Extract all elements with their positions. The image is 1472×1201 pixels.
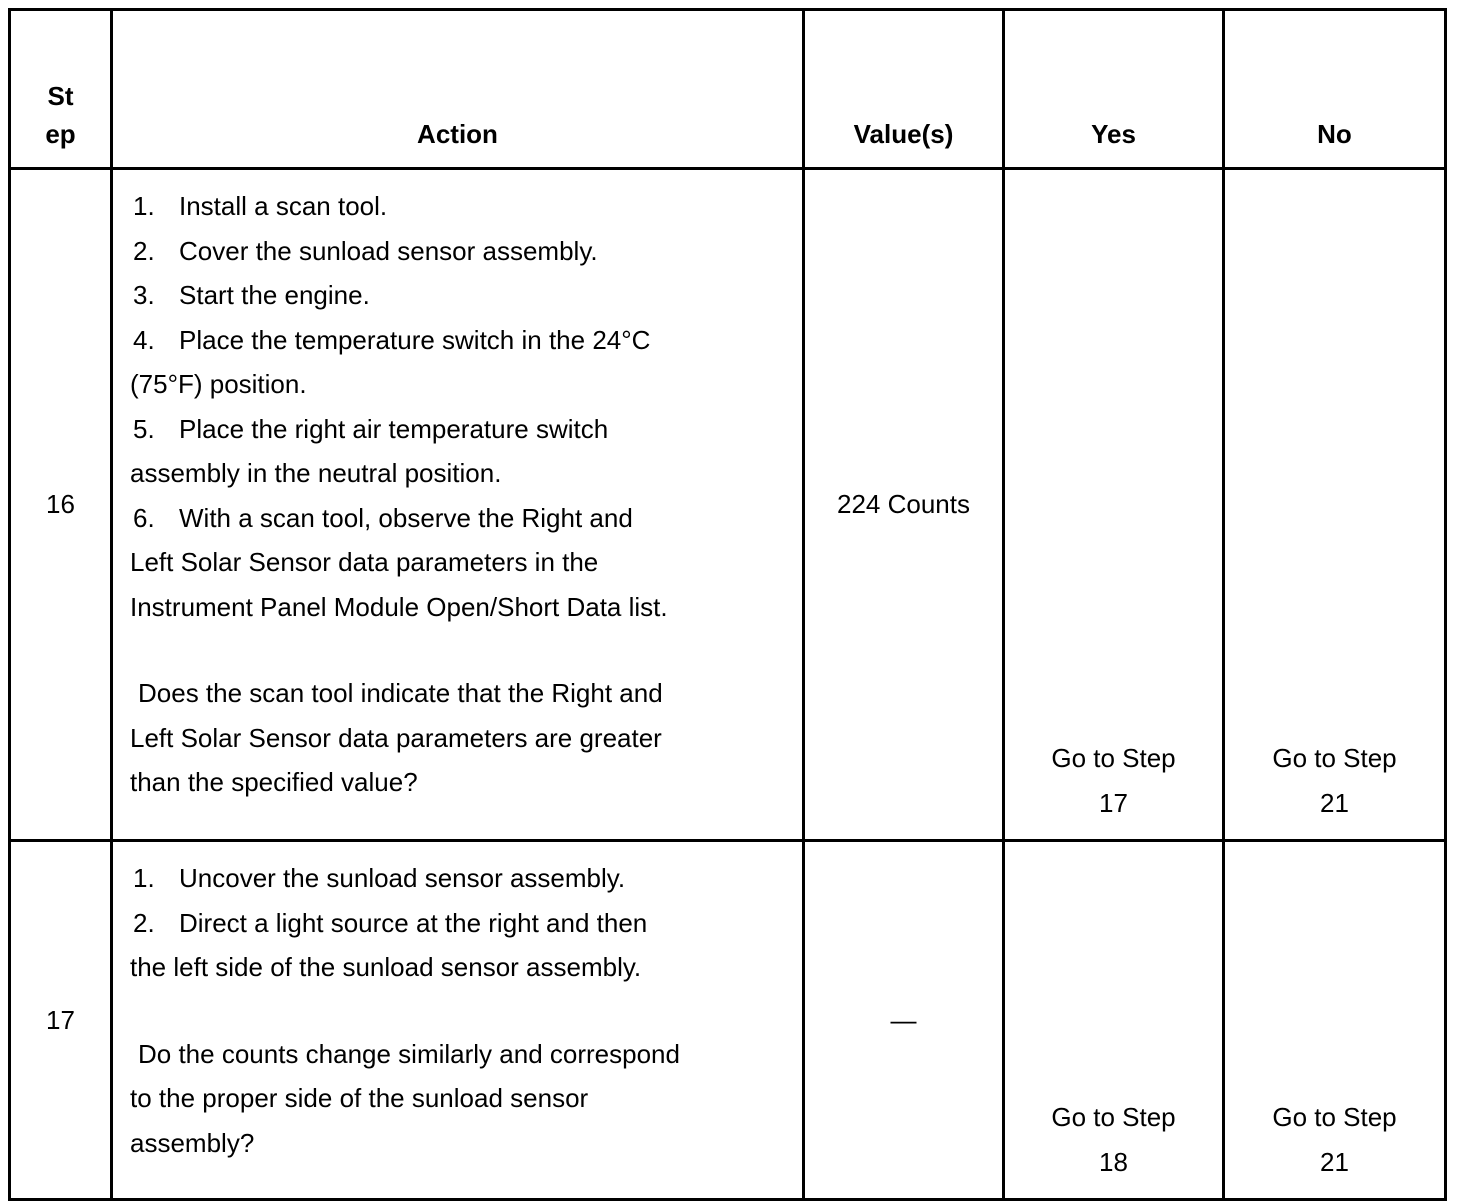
value-cell: — xyxy=(804,841,1004,1200)
step-number: 16 xyxy=(10,169,112,841)
yes-goto-step: 18 xyxy=(1099,1146,1128,1177)
question-line: assembly? xyxy=(130,1127,255,1158)
step-number: 17 xyxy=(10,841,112,1200)
header-no: No xyxy=(1224,10,1446,169)
item-text: Cover the sunload sensor assembly. xyxy=(179,235,598,266)
list-item xyxy=(130,184,792,229)
question-line: Does the scan tool indicate that the Right and xyxy=(138,678,663,708)
no-goto-step: 21 xyxy=(1320,787,1349,818)
item-text: Install a scan tool. xyxy=(179,191,388,221)
item-continuation: (75°F) position. xyxy=(130,369,307,399)
no-cell xyxy=(1224,169,1446,841)
no-goto-label: Go to Step xyxy=(1272,1102,1397,1132)
question-line: Do the counts change similarly and correspond xyxy=(138,1038,680,1069)
header-yes: Yes xyxy=(1004,10,1224,169)
header-action: Action xyxy=(112,10,804,169)
header-step-line2: ep xyxy=(45,119,76,149)
item-continuation: Left Solar Sensor data parameters in the xyxy=(130,547,599,577)
yes-cell xyxy=(1004,169,1224,841)
question-line: than the specified value? xyxy=(130,767,418,797)
action-cell xyxy=(112,841,804,1200)
item-number: 3. xyxy=(133,280,155,310)
list-item xyxy=(130,407,792,452)
item-continuation: Instrument Panel Module Open/Short Data list. xyxy=(130,591,668,622)
no-cell xyxy=(1224,841,1446,1200)
item-text: Uncover the sunload sensor assembly. xyxy=(179,863,626,893)
list-item xyxy=(130,229,792,274)
item-text: Place the right air temperature switch xyxy=(179,413,609,444)
yes-goto-label: Go to Step xyxy=(1051,743,1176,773)
header-values: Value(s) xyxy=(804,10,1004,169)
item-number: 2. xyxy=(133,907,155,938)
item-number: 5. xyxy=(133,413,155,444)
item-continuation: assembly in the neutral position. xyxy=(130,458,502,488)
yes-cell xyxy=(1004,841,1224,1200)
table-row xyxy=(10,169,1446,841)
list-item xyxy=(130,318,792,363)
table-row xyxy=(10,841,1446,1200)
no-goto-label: Go to Step xyxy=(1272,743,1397,773)
list-item xyxy=(130,273,792,318)
item-continuation: the left side of the sunload sensor assembly. xyxy=(130,952,642,982)
diagnostic-table-container xyxy=(8,8,1447,1201)
item-text: With a scan tool, observe the Right and xyxy=(179,502,633,533)
no-goto-step: 21 xyxy=(1320,1146,1349,1177)
item-text: Direct a light source at the right and then xyxy=(179,907,648,938)
header-row xyxy=(10,10,1446,169)
list-item xyxy=(130,856,792,901)
action-cell xyxy=(112,169,804,841)
item-number: 4. xyxy=(133,324,155,355)
list-item xyxy=(130,901,792,946)
item-number: 1. xyxy=(133,191,155,221)
question-line: Left Solar Sensor data parameters are greater xyxy=(130,722,662,753)
header-step xyxy=(10,10,112,169)
item-number: 2. xyxy=(133,235,155,266)
item-text: Place the temperature switch in the 24°C xyxy=(179,324,651,355)
item-text: Start the engine. xyxy=(179,280,370,310)
item-number: 6. xyxy=(133,502,155,533)
yes-goto-step: 17 xyxy=(1099,787,1128,818)
question-line: to the proper side of the sunload sensor xyxy=(130,1083,589,1113)
list-item xyxy=(130,496,792,541)
diagnostic-table xyxy=(8,8,1447,1201)
header-step-line1: St xyxy=(47,81,74,111)
yes-goto-label: Go to Step xyxy=(1051,1102,1176,1132)
item-number: 1. xyxy=(133,863,155,893)
value-cell: 224 Counts xyxy=(804,169,1004,841)
